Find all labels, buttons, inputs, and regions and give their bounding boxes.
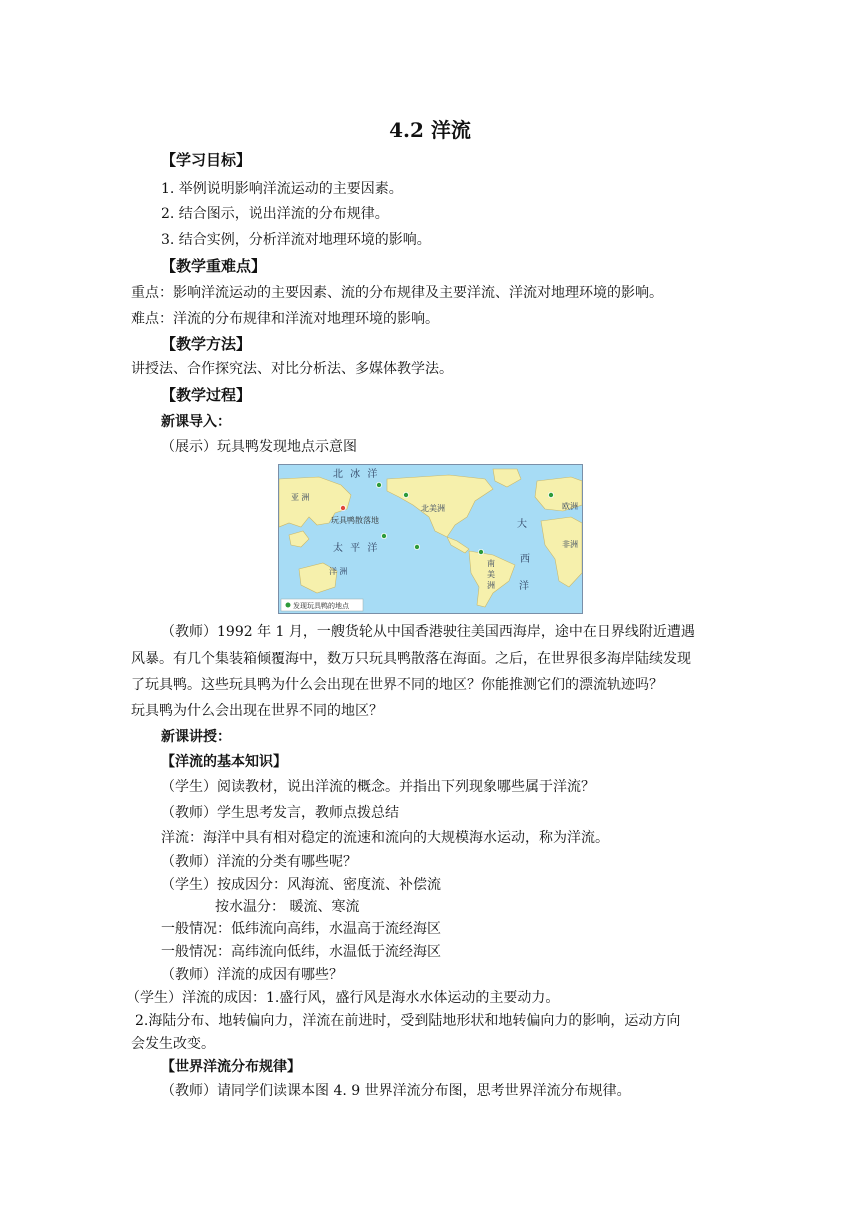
difficult-points: 难点：洋流的分布规律和洋流对地理环境的影响。 (131, 311, 439, 327)
map-label-atlantic-3: 洋 (519, 581, 529, 592)
map-label-oceania: 洋 洲 (329, 567, 348, 576)
basic-line: 一般情况：低纬流向高纬，水温高于流经海区 (161, 921, 441, 937)
basic-line: 一般情况：高纬流向低纬，水温低于流经海区 (161, 944, 441, 960)
distribution-text: （教师）请同学们读课本图 4. 9 世界洋流分布图，思考世界洋流分布规律。 (161, 1083, 631, 1099)
basic-line: 2.海陆分布、地转偏向力，洋流在前进时，受到陆地形状和地转偏向力的影响，运动方向 (135, 1013, 681, 1029)
objective-item: 2. 结合图示，说出洋流的分布规律。 (161, 206, 389, 222)
basic-line: 会发生改变。 (131, 1036, 215, 1052)
toy-duck-map (278, 464, 583, 614)
map-label-arctic: 北 冰 洋 (333, 469, 380, 480)
map-label-pacific: 太 平 洋 (333, 543, 380, 554)
map-label-europe: 欧洲 (562, 502, 578, 511)
southeast-asia-land (289, 531, 309, 547)
basic-knowledge-heading: 【洋流的基本知识】 (161, 754, 287, 770)
objective-item: 1. 举例说明影响洋流运动的主要因素。 (161, 181, 403, 197)
basic-line: （教师）洋流的分类有哪些呢？ (161, 854, 357, 870)
found-location-marker (548, 492, 553, 497)
teacher-story-line: （教师）1992 年 1 月，一艘货轮从中国香港驶往美国西海岸，途中在日界线附近遭遇 (161, 624, 695, 640)
found-location-marker (414, 544, 419, 549)
process-heading: 【教学过程】 (161, 386, 252, 404)
key-points-heading: 【教学重难点】 (161, 257, 267, 275)
teacher-story-line: 风暴。有几个集装箱倾覆海中，数万只玩具鸭散落在海面。之后，在世界很多海岸陆续发现 (131, 651, 691, 667)
show-line: （展示）玩具鸭发现地点示意图 (161, 439, 357, 455)
methods-text: 讲授法、合作探究法、对比分析法、多媒体教学法。 (131, 361, 453, 377)
basic-line: （学生）洋流的成因：1.盛行风，盛行风是海水水体运动的主要动力。 (126, 990, 560, 1006)
objectives-heading: 【学习目标】 (161, 151, 252, 169)
greenland-land (493, 469, 521, 487)
legend-found-icon (286, 603, 291, 608)
page-title: 4.2 洋流 (389, 118, 471, 142)
map-label-atlantic-1: 大 (517, 519, 527, 530)
basic-line: （学生）按成因分：风海流、密度流、补偿流 (161, 877, 441, 893)
map-label-africa: 非洲 (562, 540, 578, 549)
central-america-land (447, 537, 469, 553)
important-points: 重点：影响洋流运动的主要因素、流的分布规律及主要洋流、洋流对地理环境的影响。 (131, 285, 663, 301)
distribution-heading: 【世界洋流分布规律】 (161, 1059, 301, 1075)
objective-item: 3. 结合实例，分析洋流对地理环境的影响。 (161, 232, 431, 248)
africa-land (541, 517, 582, 587)
basic-line: 按水温分： 暖流、寒流 (215, 899, 360, 915)
map-label-atlantic-2: 西 (520, 554, 530, 565)
found-location-marker (478, 549, 483, 554)
methods-heading: 【教学方法】 (161, 335, 252, 353)
map-legend-label: 发现玩具鸭的地点 (293, 602, 349, 610)
lecture-label: 新课讲授： (161, 729, 231, 745)
map-label-south-america-2: 美 (487, 570, 495, 579)
map-label-south-america-3: 洲 (487, 581, 495, 590)
map-label-north-america: 北美洲 (421, 504, 445, 513)
found-location-marker (381, 533, 386, 538)
intro-label: 新课导入： (161, 414, 231, 430)
basic-line: 洋流：海洋中具有相对稳定的流速和流向的大规模海水运动，称为洋流。 (161, 830, 609, 846)
spill-site-marker (340, 505, 345, 510)
basic-line: （学生）阅读教材，说出洋流的概念。并指出下列现象哪些属于洋流？ (161, 779, 595, 795)
map-label-south-america-1: 南 (487, 559, 495, 568)
question-line: 玩具鸭为什么会出现在世界不同的地区？ (131, 703, 383, 719)
teacher-story-line: 了玩具鸭。这些玩具鸭为什么会出现在世界不同的地区？你能推测它们的漂流轨迹吗？ (131, 677, 663, 693)
found-location-marker (376, 482, 381, 487)
map-label-asia: 亚 洲 (291, 493, 310, 502)
basic-line: （教师）学生思考发言，教师点拨总结 (161, 805, 399, 821)
found-location-marker (403, 492, 408, 497)
map-label-spill-site: 玩具鸭散落地 (331, 516, 379, 525)
basic-line: （教师）洋流的成因有哪些？ (161, 967, 343, 983)
